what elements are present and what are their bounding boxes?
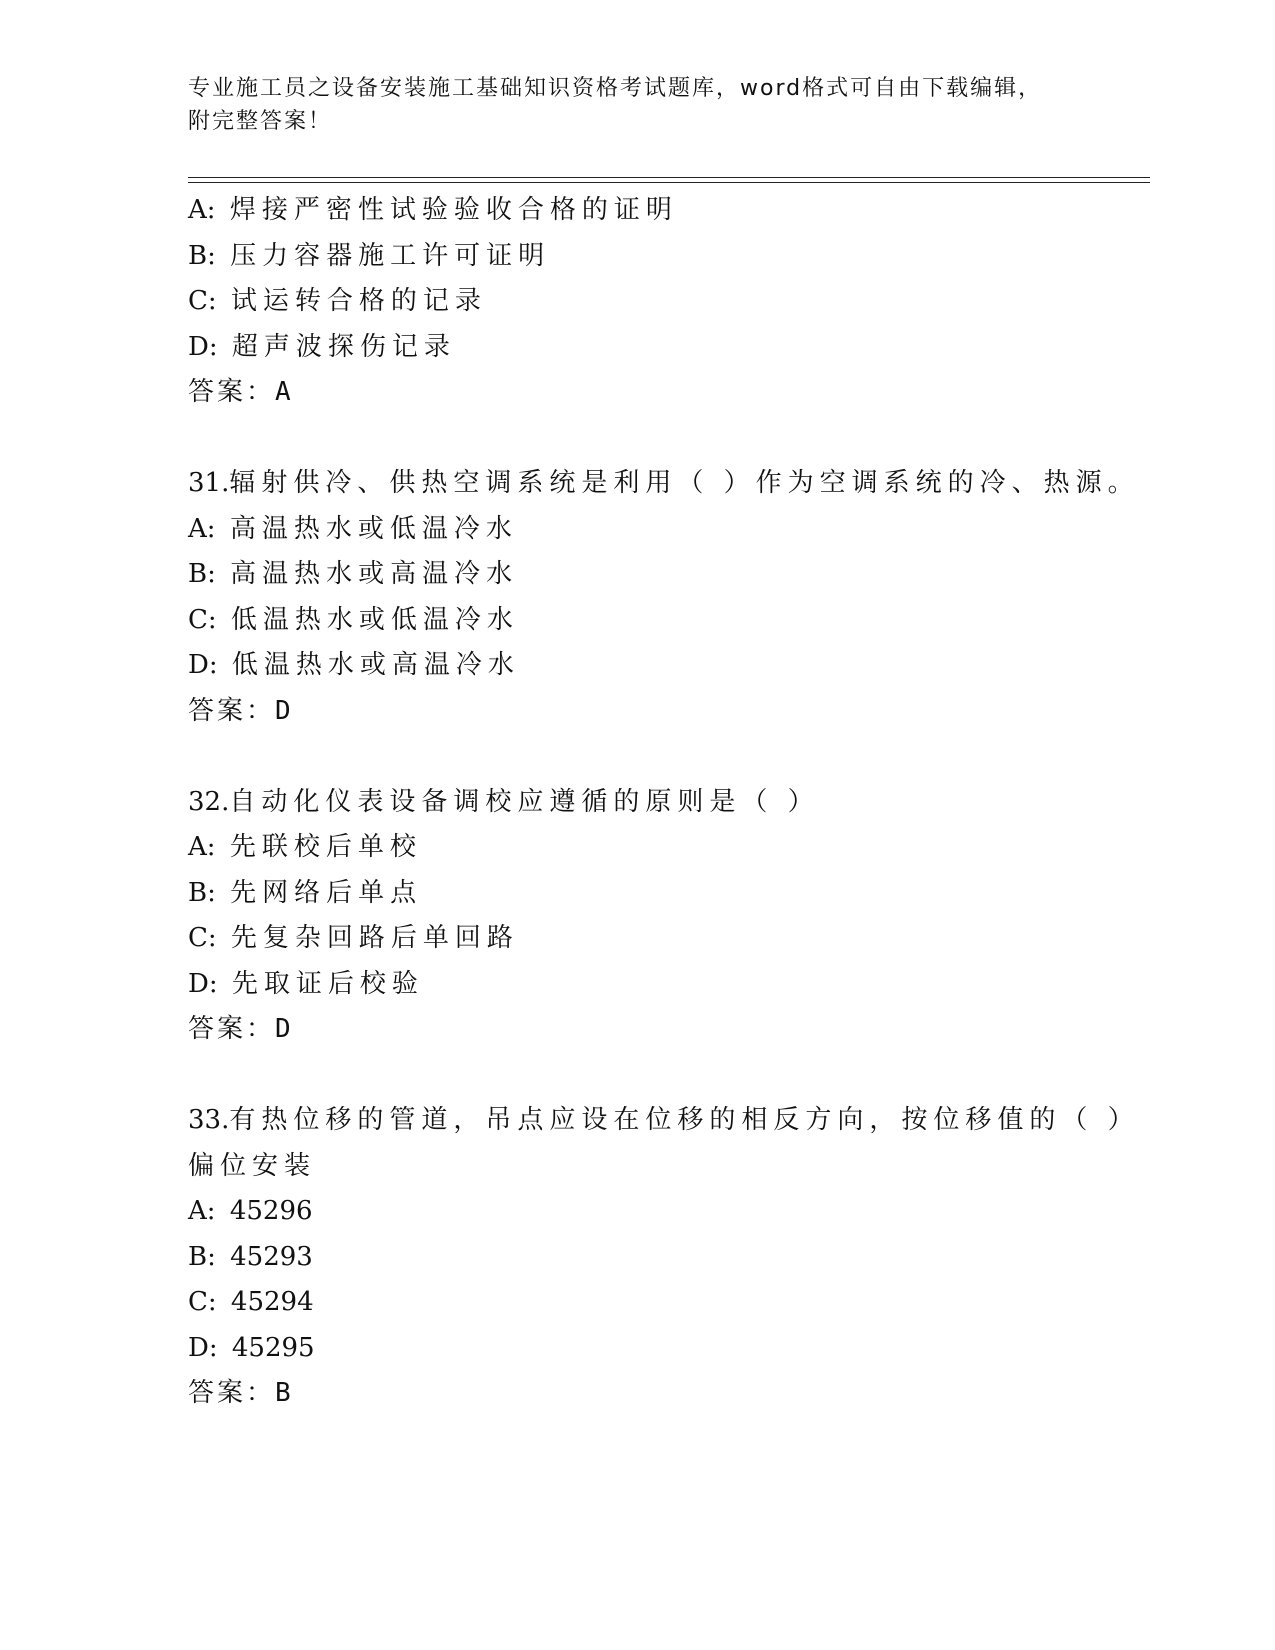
spacer <box>188 1053 1138 1099</box>
document-header <box>188 72 1088 138</box>
option-c: C: 先复杂回路后单回路 <box>188 923 519 953</box>
answer-line: 答案：D <box>188 1014 291 1044</box>
option-b: B: 45293 <box>188 1241 313 1272</box>
question-stem-continued: 偏位安装 <box>188 1150 317 1181</box>
question-32 <box>188 780 1138 1053</box>
question-31 <box>188 461 1138 734</box>
answer-line: 答案：D <box>188 695 291 726</box>
question-stem: 31.辐射供冷、供热空调系统是利用（ ）作为空调系统的冷、热源。 <box>188 468 1140 498</box>
option-c: C: 45294 <box>188 1287 314 1317</box>
header-line-2: 附完整答案！ <box>188 109 333 134</box>
header-divider-top <box>188 177 1150 178</box>
question-stem: 33.有热位移的管道，吊点应设在位移的相反方向，按位移值的（ ） <box>188 1105 1140 1135</box>
option-d: D: 低温热水或高温冷水 <box>188 650 520 680</box>
answer-value: D <box>275 695 291 726</box>
option-d: D: 超声波探伤记录 <box>188 331 456 362</box>
answer-value: A <box>275 377 291 407</box>
question-33 <box>188 1098 1138 1417</box>
header-line-1: 专业施工员之设备安装施工基础知识资格考试题库，word格式可自由下载编辑， <box>188 76 1043 101</box>
option-d: D: 先取证后校验 <box>188 968 424 999</box>
question-stem: 32.自动化仪表设备调校应遵循的原则是（ ） <box>188 786 820 817</box>
question-number: 33. <box>188 1105 230 1135</box>
option-c: C: 低温热水或低温冷水 <box>188 604 519 635</box>
answer-line: 答案：A <box>188 377 291 407</box>
answer-value: B <box>275 1378 291 1408</box>
question-list <box>188 188 1138 1417</box>
question-number: 32. <box>188 786 230 817</box>
option-b: B: 高温热水或高温冷水 <box>188 559 519 589</box>
option-d: D: 45295 <box>188 1332 315 1363</box>
answer-value: D <box>275 1014 291 1044</box>
spacer <box>188 734 1138 780</box>
option-a: A: 高温热水或低温冷水 <box>188 513 518 544</box>
option-c: C: 试运转合格的记录 <box>188 286 487 316</box>
option-a: A: 焊接严密性试验验收合格的证明 <box>188 195 678 225</box>
option-a: A: 先联校后单校 <box>188 832 422 862</box>
option-b: B: 压力容器施工许可证明 <box>188 240 551 271</box>
question-30 <box>188 188 1138 416</box>
answer-line: 答案：B <box>188 1378 291 1408</box>
spacer <box>188 416 1138 462</box>
option-a: A: 45296 <box>188 1196 313 1226</box>
header-divider-bottom <box>188 182 1150 183</box>
option-b: B: 先网络后单点 <box>188 877 423 908</box>
question-number: 31. <box>188 468 230 498</box>
